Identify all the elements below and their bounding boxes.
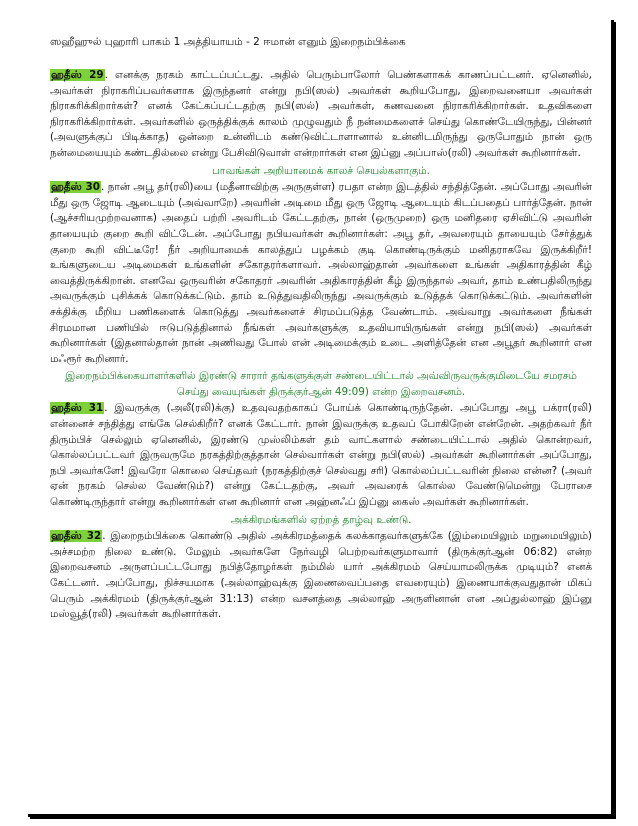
hadith-text: . எனக்கு நரகம் காட்டப்பட்டது. அதில் பெரும்பாலோர் பெண்களாகக் காணப்பட்டனர். ஏனெனில், அவர்கள் நிராகரிப்பவர்களாக இருந்தனர் என்று நபி(ஸல்) அவர்கள் கூறியபோது, இறைவனையா அவர்கள் நிராகரிக்கிறார்கள்? எனக் கேட்கப்பட்டதற்கு நபி(ஸல்) அவர்கள், கணவனை நிராகரிக்கிறார்கள். உதவிகளை நிராகரிக்கிறார்கள். அவர்களில் ஒருத்திக்குக் காலம் முழுவதும் நீ நன்மைகளைச் செய்து கொண்டேயிருந்து, பின்னர் (அவளுக்குப் பிடிக்காத) ஒன்றை உன்னிடம் கண்டுவிட்டாளானால் உன்னிடமிருந்து ஒருபோதும் நான் ஒரு நன்மையையும் கண்டதில்லை என்று பேசிவிடுவாள் என்றார்கள் என இப்னு அப்பாஸ்(ரலி) அவர்கள் கூறினார்கள். [50,69,592,159]
hadith-30 [50,180,592,367]
section-heading: அக்கிரமங்களில் ஏற்றத் தாழ்வு உண்டு. [230,513,412,526]
hadith-31 [50,401,592,510]
hadith-label: ஹதீஸ் 31 [51,402,104,415]
hadith-label: ஹதீஸ் 29 [51,69,104,81]
document-body [50,68,592,625]
hadith-label: ஹதீஸ் 30 [51,181,100,194]
hadith-29 [50,68,592,162]
hadith-label: ஹதீஸ் 32 [51,530,102,543]
section-heading: பாவங்கள் அறியாமைக் காலச் செயல்களாகும். [212,164,430,177]
section-heading: இறைநம்பிக்கையாளர்களில் இரண்டு சாரார் தங்களுக்குள் சண்டையிட்டால் அவ்விருவருக்குமிடையே சமரசம் செய்து வையுங்கள் திருக்குர்ஆன் 49:09) என்ற இறைவசனம். [65,370,577,398]
page-header: ஸஹீஹுல் புஹாரி பாகம் 1 அத்தியாயம் - 2 ஈமான் எனும் இறைநம்பிக்கை [50,36,406,48]
hadith-text: . இவருக்கு (அலீ(ரலி)க்கு) உதவுவதற்காகப் போய்க் கொண்டிருந்தேன். அப்போது அபூ பக்ரா(ரலி) என்னைச் சந்தித்து எங்கே செல்கிறீர்? எனக் கேட்டார். நான் இவருக்கு உதவப் போகிறேன் என்றேன். அதற்கவர் நீர் திரும்பிச் செல்லும் ஏனெனில், இரண்டு முஸ்லிம்கள் தம் வாட்களால் சண்டையிட்டால் அதில் கொன்றவர், கொல்லப்பட்டவர் இருவருமே நரகத்திற்குத்தான் செல்வார்கள் என்று நபி(ஸல்) அவர்கள் கூறினார்கள் அப்போது, நபி அவர்களே! இவரோ கொலை செய்தவர் (நரகத்திற்குச் செல்வது சரி) கொல்லப்பட்டவரின் நிலை என்ன? (அவர் ஏன் நரகம் செல்ல வேண்டும்?) என்று கேட்டதற்கு, அவர் அவரைக் கொல்ல வேண்டுமென்று பேராசை கொண்டிருந்தார் என்று கூறினார்கள் என கூறினார் என அஹ்னஃப் இப்னு கைஸ் அவர்கள் கூறினார்கள். [50,402,592,509]
hadith-32 [50,529,592,623]
hadith-text: . இறைநம்பிக்கை கொண்டு அதில் அக்கிரமத்தைக் கலக்காதவர்களுக்கே (இம்மையிலும் மறுமையிலும்) அச்சமற்ற நிலை உண்டு. மேலும் அவர்களே நேர்வழி பெற்றவர்களுமாவார் (திருக்குர்ஆன் 06:82) என்ற இறைவசனம் அருளப்பட்டபோது நபித்தோழர்கள் நம்மில் யார் அக்கிரமம் செய்யாமலிருக்க முடியும்? எனக் கேட்டனர். அப்போது, நிச்சயமாக (அல்லாஹ்வுக்கு இணைவைப்பதை எவரையும்) இணையாக்குவதுதான் மிகப் பெரும் அக்கிரமம் (திருக்குர்ஆன் 31:13) என்ற வசனத்தை அல்லாஹ் அருளினான் என அப்துல்லாஹ் இப்னு மஸ்வூத்(ரலி) அவர்கள் கூறினார்கள். [50,530,592,621]
hadith-text: . நான் அபூ தர்(ரலி)யை (மதீனாவிற்கு அருகுள்ள) ரபதா என்ற இடத்தில் சந்தித்தேன். அப்போது அவரின் மீது ஒரு ஜோடி ஆடையும் (அவ்வாறே) அவரின் அடிமை மீது ஒரு ஜோடி ஆடையும் கிடப்பதைப் பார்த்தேன். நான் (ஆச்சரியமுற்றவனாக) அதைப் பற்றி அவரிடம் கேட்டதற்கு, நான் (ஒருமுறை) ஒரு மனிதரை ஏசிவிட்டு அவரின் தாயையும் குறை கூறி விட்டேன். அப்போது நபியவர்கள் கூறினார்கள்: அபூ தர், அவரையும் தாயையும் சேர்த்துக் குறை கூறி விட்டீரே! நீர் அறியாமைக் காலத்துப் பழக்கம் குடி கொண்டிருக்கும் மனிதராகவே இருக்கிறீர்! உங்களுடைய அடிமைகள் உங்களின் சகோதரர்களாவர். அல்லாஹ்தான் அவர்களை உங்கள் அதிகாரத்தின் கீழ் வைத்திருக்கிறான். எனவே ஒருவரின் சகோதரர் அவரின் அதிகாரத்தின் கீழ் இருந்தால் அவர், தாம் உண்பதிலிருந்து அவருக்கும் புசிக்கக் கொடுக்கட்டும். தாம் உடுத்துவதிலிருந்து அவருக்கும் உடுத்தக் கொடுக்கட்டும். அவர்களின் சக்திக்கு மீறிய பணிகளைக் கொடுத்து அவர்களைச் சிரமப்படுத்த வேண்டாம். அவ்வாறு அவர்களை நீங்கள் சிரமமான பணியில் ஈடுபடுத்தினால் நீங்கள் அவர்களுக்கு உதவியாயிருங்கள் என்று நபி(ஸல்) அவர்கள் கூறினார்கள் (இதனால்தான் நான் அணிவது போல் என் அடிமைக்கும் உடை அளித்தேன் என அபூதர் கூறினார் என மஃரூர் கூறினார். [50,181,592,365]
